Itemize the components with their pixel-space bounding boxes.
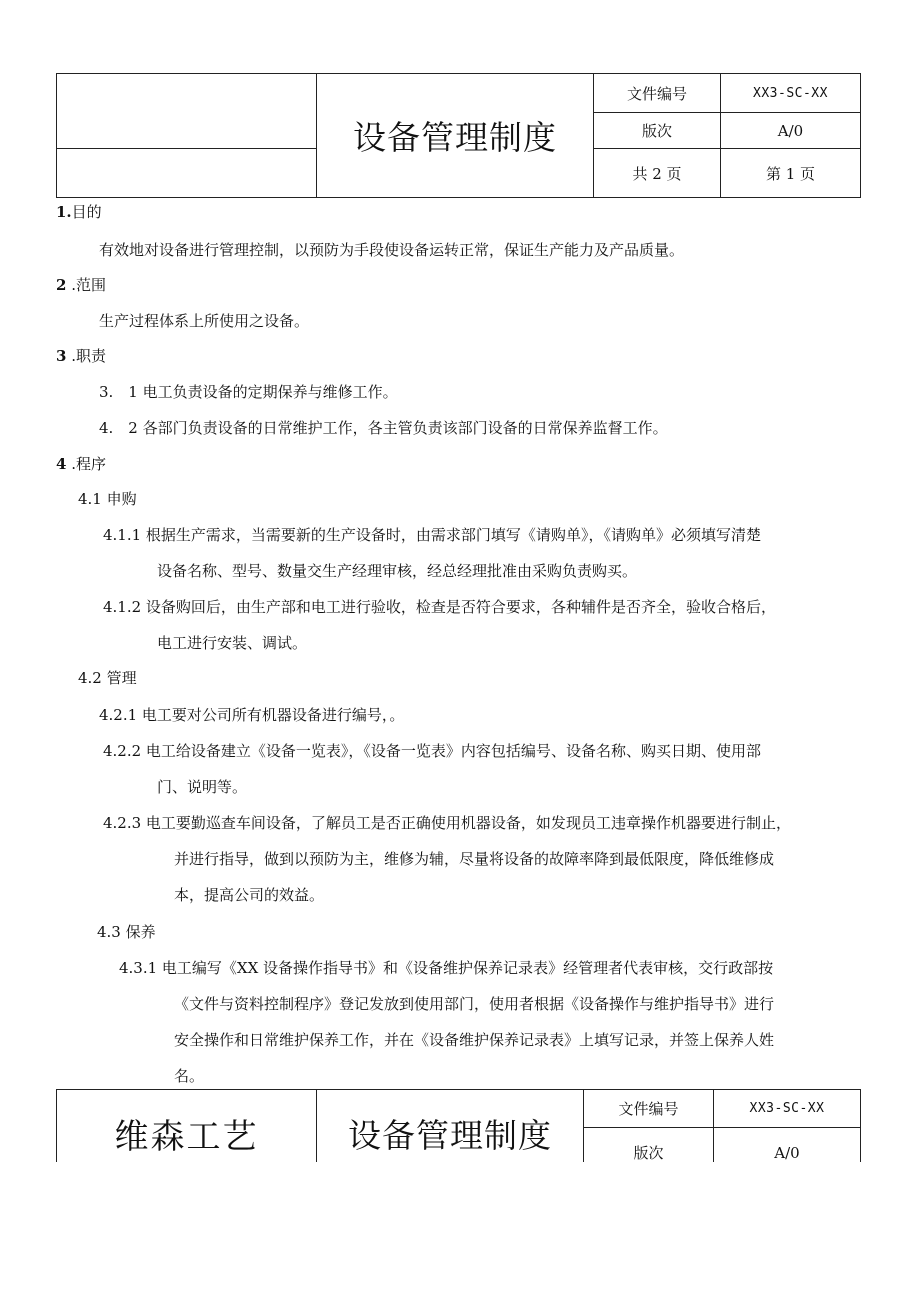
next-version-label: 版次 (584, 1128, 714, 1178)
subsection-4-2: 4.2 管理 (78, 669, 137, 687)
blank-cell (57, 149, 317, 198)
section-1-heading (56, 202, 102, 222)
total-pages: 共 2 页 (594, 149, 721, 198)
section-3-item-1: 3. 1 电工负责设备的定期保养与维修工作。 (99, 383, 398, 401)
item-4-2-3-line-3: 本，提高公司的效益。 (174, 886, 325, 904)
section-1-text: 有效地对设备进行管理控制，以预防为手段使设备运转正常，保证生产能力及产品质量。 (99, 241, 685, 259)
item-4-3-1-line-3: 安全操作和日常维护保养工作，并在《设备维护保养记录表》上填写记录，并签上保养人姓 (174, 1031, 775, 1049)
item-4-2-2-line-1: 4.2.2 电工给设备建立《设备一览表》，《设备一览表》内容包括编号、设备名称、购买日期、使用部 (103, 742, 761, 760)
item-4-2-3-line-1: 4.2.3 电工要勤巡查车间设备，了解员工是否正确使用机器设备，如发现员工违章操作机器要进行制止， (103, 814, 791, 832)
item-4-3-1-line-1: 4.3.1 电工编写《XX 设备操作指导书》和《设备维护保养记录表》经管理者代表审核，交行政部按 (119, 959, 774, 977)
item-4-3-1-line-4: 名。 (174, 1067, 205, 1085)
section-3-item-2: 4. 2 各部门负责设备的日常维护工作，各主管负责该部门设备的日常保养监督工作。 (99, 419, 668, 437)
page-number: 第 1 页 (721, 149, 861, 198)
item-4-1-1-line-2: 设备名称、型号、数量交生产经理审核，经总经理批准由采购负责购买。 (157, 562, 638, 580)
subsection-4-1: 4.1 申购 (78, 490, 137, 508)
section-4-title: .程序 (66, 455, 106, 473)
section-4-number: 4 (56, 455, 67, 473)
doc-no-value: XX3-SC-XX (721, 74, 861, 113)
section-3-title: .职责 (66, 347, 106, 365)
doc-no-label: 文件编号 (594, 74, 721, 113)
next-page-title: 设备管理制度 (317, 1090, 584, 1178)
item-4-1-1-line-1: 4.1.1 根据生产需求，当需要新的生产设备时，由需求部门填写《请购单》，《请购单》必须填写清楚 (103, 526, 761, 544)
item-4-2-3-line-2: 并进行指导，做到以预防为主，维修为辅，尽量将设备的故障率降到最低限度，降低维修成 (174, 850, 775, 868)
section-2-text: 生产过程体系上所使用之设备。 (99, 312, 310, 330)
item-4-2-1: 4.2.1 电工要对公司所有机器设备进行编号，。 (99, 706, 405, 724)
section-1-title: 目的 (71, 203, 102, 221)
section-3-heading (56, 346, 106, 366)
next-doc-no-label: 文件编号 (584, 1090, 714, 1128)
item-4-1-2-line-2: 电工进行安装、调试。 (157, 634, 308, 652)
section-3-number: 3 (56, 347, 67, 365)
version-label: 版次 (594, 113, 721, 149)
company-name: 维森工艺 (57, 1090, 317, 1178)
item-4-2-2-line-2: 门、说明等。 (157, 778, 248, 796)
logo-cell (57, 74, 317, 149)
section-2-number: 2 (56, 276, 67, 294)
subsection-4-3: 4.3 保养 (97, 923, 156, 941)
next-doc-no-value: XX3-SC-XX (714, 1090, 861, 1128)
next-version-value: A/0 (714, 1128, 861, 1178)
section-2-heading (56, 275, 106, 295)
document-header (56, 73, 861, 198)
section-4-heading (56, 454, 106, 474)
section-1-number: 1. (56, 203, 72, 221)
section-2-title: .范围 (66, 276, 106, 294)
document-title: 设备管理制度 (317, 74, 594, 198)
item-4-1-2-line-1: 4.1.2 设备购回后，由生产部和电工进行验收，检查是否符合要求，各种辅件是否齐全，验收合格后， (103, 598, 776, 616)
page-cutoff (0, 1162, 920, 1301)
version-value: A/0 (721, 113, 861, 149)
item-4-3-1-line-2: 《文件与资料控制程序》登记发放到使用部门，使用者根据《设备操作与维护指导书》进行 (174, 995, 775, 1013)
